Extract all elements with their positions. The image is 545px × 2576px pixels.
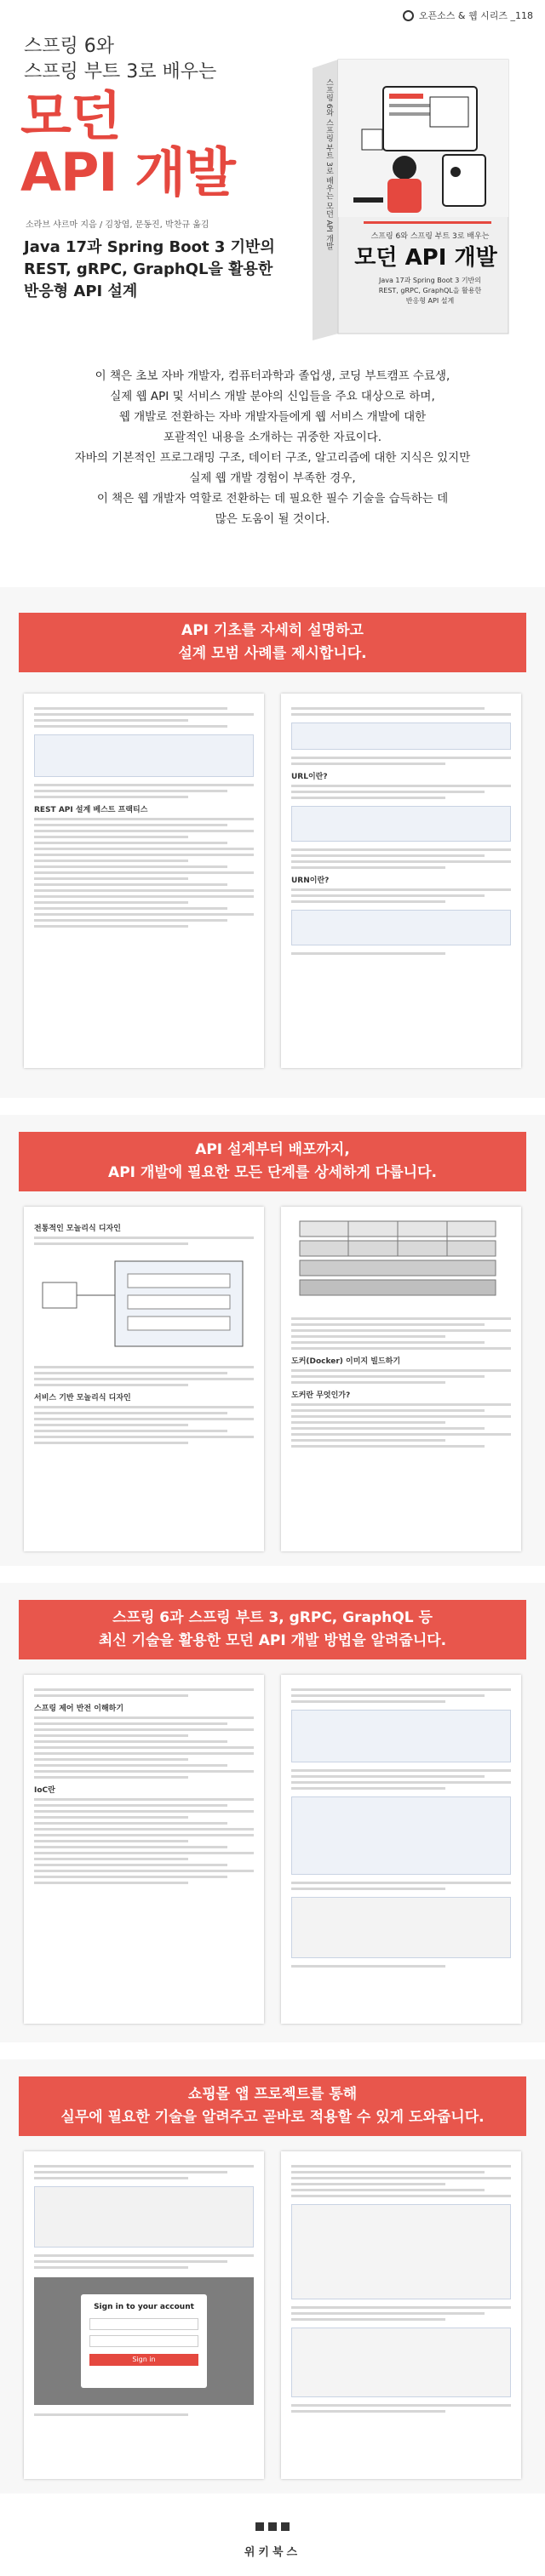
book-desc-line3: 반응형 API 설계 [405,297,455,305]
section-3-page-right [281,1675,521,2024]
section-3-page-left [24,1675,264,2024]
section-4-banner [19,2076,526,2136]
section-1 [0,587,545,1098]
series-label [403,9,533,22]
intro-line: 실제 웹 API 및 서비스 개발 분야의 신입들을 주요 대상으로 하며, [110,390,435,403]
intro-line: 이 책은 웹 개발자 역할로 전환하는 데 필요한 필수 기술을 습득하는 데 [96,492,449,505]
section-2-page-right [281,1207,521,1551]
book-description [353,276,507,306]
section-2-page-left [24,1207,264,1551]
s1-left-title: REST API 설계 베스트 프랙티스 [34,806,148,814]
description [24,237,275,303]
book-subtitle: 스프링 6와 스프링 부트 3로 배우는 [370,232,490,241]
publisher-logo-icon [252,2519,293,2536]
section-4-line1: 쇼핑몰 앱 프로젝트를 통해 [187,2086,358,2103]
book-desc-line1: Java 17과 Spring Boot 3 기반의 [378,277,482,284]
s2-left-title2: 서비스 기반 모놀리식 디자인 [34,1394,131,1402]
intro-line: 자바의 기본적인 프로그래밍 구조, 데이터 구조, 알고리즘에 대한 지식은 있지만 [74,451,471,465]
series-circle-icon [403,10,414,21]
section-2-line1: API 설계부터 배포까지, [195,1141,350,1158]
login-title: Sign in to your account [94,2303,194,2311]
section-1-page-right [281,694,521,1068]
intro-line: 포괄적인 내용을 소개하는 귀중한 자료이다. [163,431,382,444]
description-line3: 반응형 API 설계 [24,283,138,300]
intro-line: 이 책은 초보 자바 개발자, 컴퓨터과학과 졸업생, 코딩 부트캠프 수료생, [95,369,450,383]
subtitle-line1: 스프링 6와 [24,36,114,57]
section-1-line2: 설계 모범 사례를 제시합니다. [178,645,367,662]
s1-right-title2: URN이란? [291,877,330,885]
s3-left-title1: 스프링 제어 반전 이해하기 [34,1705,124,1713]
section-2-banner [19,1132,526,1191]
intro-line: 실제 웹 개발 경험이 부족한 경우, [189,471,356,485]
s2-left-title1: 전통적인 모놀리식 디자인 [34,1225,121,1233]
intro-text [0,366,545,529]
book-spine-text: 스프링 6와 스프링 부트 3로 배우는 모던 API 개발 [324,78,333,250]
series-text: 오픈소스 & 웹 시리즈 _118 [418,10,533,21]
description-line2: REST, gRPC, GraphQL을 활용한 [24,260,273,278]
title-line1: 모던 [20,85,121,147]
section-4-page-right [281,2151,521,2479]
monolith-diagram [34,1248,254,1359]
section-3-line2: 최신 기술을 활용한 모던 API 개발 방법을 알려줍니다. [98,1632,447,1649]
intro-line: 웹 개발로 전환하는 자바 개발자들에게 웹 서비스 개발에 대한 [118,410,427,424]
login-card [81,2294,207,2388]
publisher-name: 위키북스 [244,2546,301,2559]
s1-right-title1: URL이란? [291,773,328,781]
section-2-line2: API 개발에 필요한 모든 단계를 상세하게 다룹니다. [108,1164,437,1181]
section-3 [0,1583,545,2042]
subtitle-line2: 스프링 부트 3로 배우는 [24,61,217,83]
section-4 [0,2059,545,2493]
section-2 [0,1115,545,1566]
publisher-footer [0,2519,545,2559]
s3-left-title2: IoC란 [34,1786,55,1795]
s2-right-title2: 도커란 무엇인가? [291,1391,351,1400]
intro-line: 많은 도움이 될 것이다. [215,512,330,526]
title-line2: API 개발 [20,141,235,203]
book-title: 모던 API 개발 [354,245,497,271]
section-3-line1: 스프링 6과 스프링 부트 3, gRPC, GraphQL 등 [112,1609,433,1626]
docker-diagram [291,1217,511,1311]
login-button[interactable]: Sign in [89,2354,198,2366]
section-4-page-left [24,2151,264,2479]
authors: 소라브 샤르마 지음 / 김창엽, 문동진, 박찬규 옮김 [26,220,209,230]
section-1-banner [19,613,526,672]
book-desc-line2: REST, gRPC, GraphQL을 활용한 [378,287,482,294]
login-screenshot [34,2277,254,2405]
book-cover [302,53,515,342]
section-3-banner [19,1600,526,1659]
s2-right-title1: 도커(Docker) 이미지 빌드하기 [291,1357,401,1366]
subtitle [24,34,216,85]
description-line1: Java 17과 Spring Boot 3 기반의 [24,238,275,256]
section-4-line2: 실무에 필요한 기술을 알려주고 곧바로 적용할 수 있게 도와줍니다. [60,2109,485,2126]
section-1-page-left [24,694,264,1068]
section-1-line1: API 기초를 자세히 설명하고 [181,622,364,639]
